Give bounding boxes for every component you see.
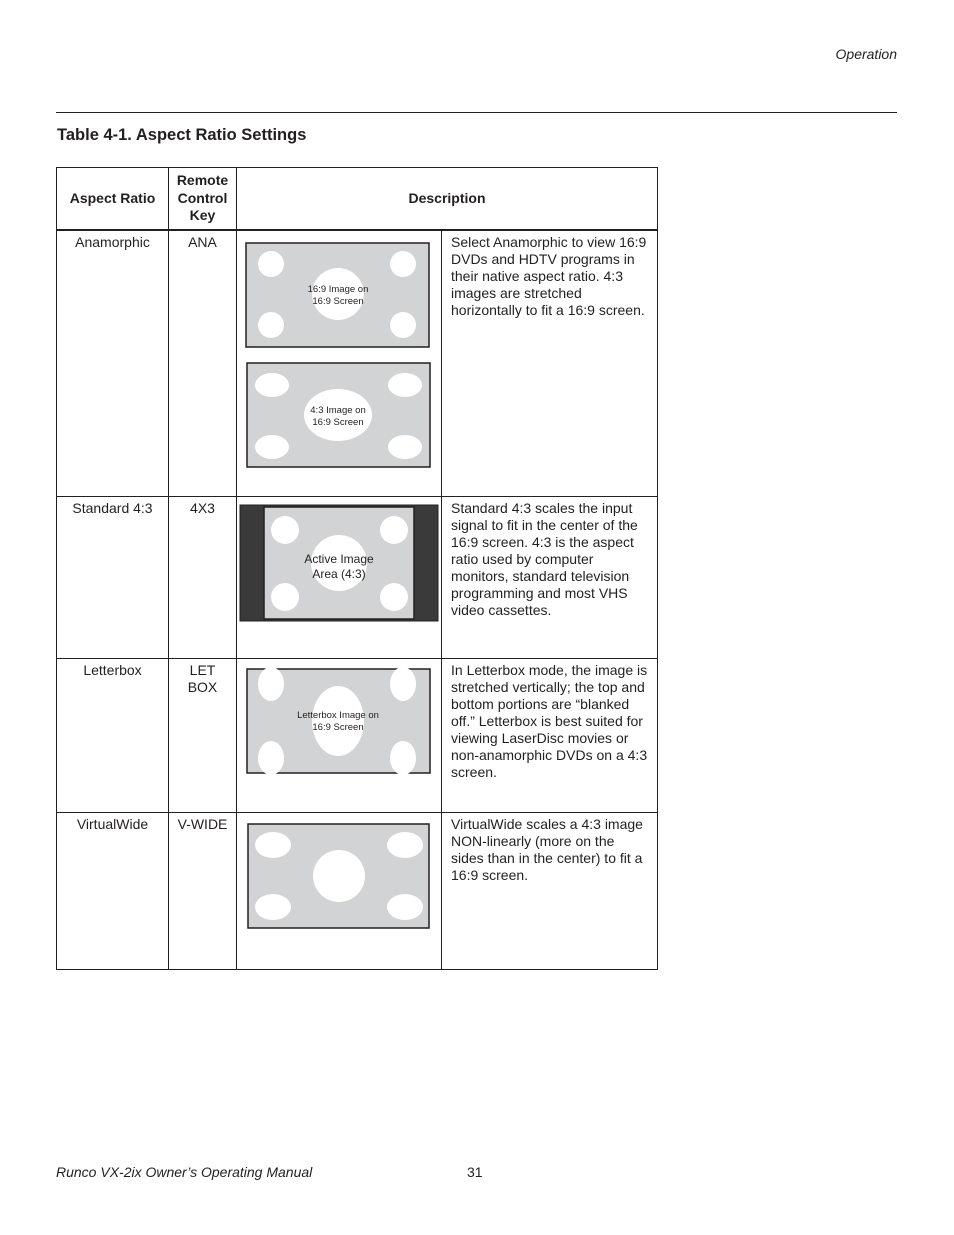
table-row-virtualwide xyxy=(57,812,658,969)
header-key-line3: Key xyxy=(189,207,216,223)
aspect-ratio-table xyxy=(56,167,658,970)
aspect-description: In Letterbox mode, the image is stretched vertically; the top and bottom portions are “blanked off.” Letterbox is best suited for viewing LaserDisc movies or non-anamorphic DVDs on a 4:3 screen. xyxy=(442,658,658,812)
table-caption: Table 4-1. Aspect Ratio Settings xyxy=(57,126,307,144)
diagram-cell xyxy=(237,812,442,969)
table-row-standard xyxy=(57,496,658,658)
screen-16x9-image xyxy=(246,243,429,347)
remote-key xyxy=(169,658,237,812)
aspect-description: VirtualWide scales a 4:3 image NON-linearly (more on the sides than in the center) to fit a 16:9 screen. xyxy=(442,812,658,969)
header-key-line2: Control xyxy=(177,189,228,206)
diagram-label: 16:9 Screen xyxy=(312,416,364,428)
table-row-anamorphic xyxy=(57,230,658,497)
remote-key: ANA xyxy=(169,230,237,497)
diagram-label: 16:9 Image on xyxy=(307,283,369,295)
standard-diagram xyxy=(237,497,442,654)
diagram-label: Letterbox Image on xyxy=(297,709,379,721)
diagram-label: Area (4:3) xyxy=(312,566,366,581)
running-header: Operation xyxy=(835,46,897,62)
aspect-description: Select Anamorphic to view 16:9 DVDs and HDTV programs in their native aspect ratio. 4:3 images are stretched horizontally to fit a 16:9 screen. xyxy=(442,230,658,497)
remote-key-line2: BOX xyxy=(187,678,218,695)
screen-virtualwide-image xyxy=(248,824,429,928)
remote-key: V-WIDE xyxy=(169,812,237,969)
diagram-label: 4:3 Image on xyxy=(310,404,366,416)
header-remote-control-key xyxy=(169,168,237,230)
remote-key: 4X3 xyxy=(169,496,237,658)
header-key-line1: Remote xyxy=(176,172,229,188)
remote-key-line1: LET xyxy=(189,661,216,678)
header-aspect-ratio: Aspect Ratio xyxy=(57,168,169,230)
aspect-name: Standard 4:3 xyxy=(57,496,169,658)
screen-4x3-image xyxy=(247,363,430,467)
letterbox-diagram xyxy=(237,659,442,808)
header-rule xyxy=(56,112,897,113)
table-row-letterbox xyxy=(57,658,658,812)
diagram-cell xyxy=(237,230,442,497)
footer-manual-title: Runco VX-2ix Owner’s Operating Manual xyxy=(56,1164,313,1180)
screen-letterbox-image xyxy=(247,667,430,775)
virtualwide-diagram xyxy=(237,813,442,965)
header-description: Description xyxy=(237,168,658,230)
aspect-name: Anamorphic xyxy=(57,230,169,497)
anamorphic-diagram xyxy=(237,231,442,492)
aspect-name: VirtualWide xyxy=(57,812,169,969)
active-image-area xyxy=(264,507,414,619)
diagram-cell xyxy=(237,496,442,658)
page-number: 31 xyxy=(467,1164,483,1180)
aspect-name: Letterbox xyxy=(57,658,169,812)
diagram-cell xyxy=(237,658,442,812)
diagram-label: 16:9 Screen xyxy=(312,721,364,733)
aspect-description: Standard 4:3 scales the input signal to fit in the center of the 16:9 screen. 4:3 is the aspect ratio used by computer monitors, standard television programming and most VHS video cassettes. xyxy=(442,496,658,658)
diagram-label: 16:9 Screen xyxy=(312,295,364,307)
diagram-label: Active Image xyxy=(304,551,374,566)
